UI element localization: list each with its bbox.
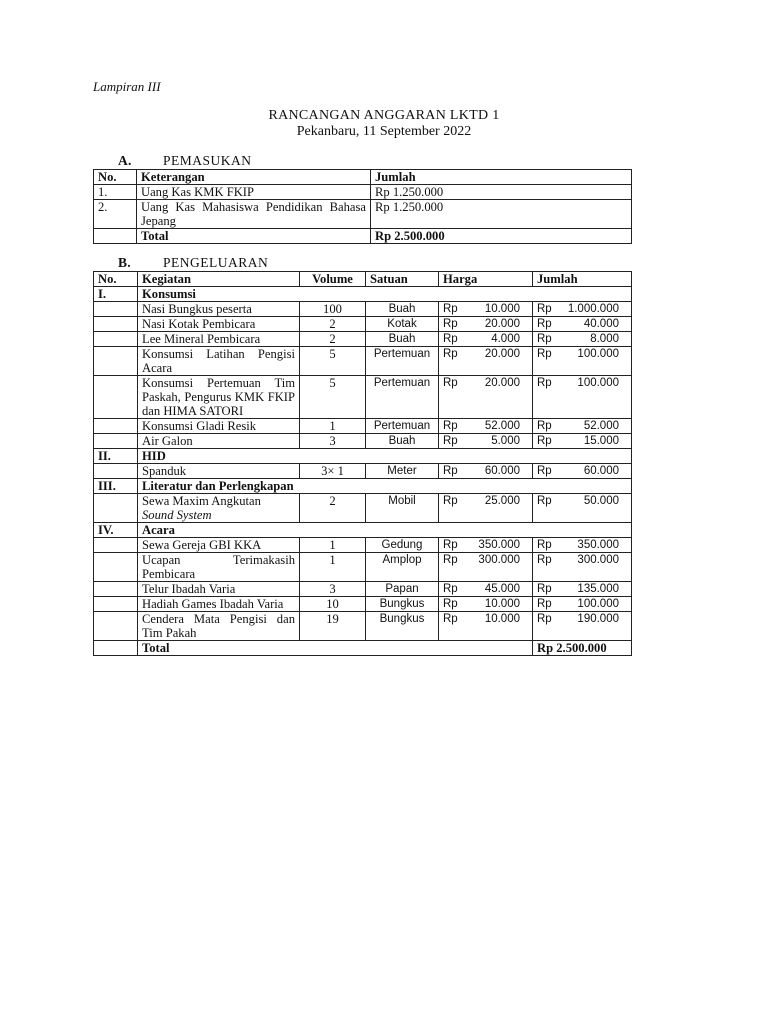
currency-label: Rp <box>443 420 458 432</box>
section-number: III. <box>94 479 138 494</box>
table-row <box>94 464 632 479</box>
item-satuan: Kotak <box>366 317 439 332</box>
jumlah-value: 190.000 <box>577 613 619 625</box>
jumlah-value: 15.000 <box>583 435 619 447</box>
item-kegiatan <box>138 419 300 434</box>
section-row <box>94 449 632 464</box>
table-row <box>94 538 632 553</box>
item-volume: 2 <box>300 317 366 332</box>
item-kegiatan <box>138 464 300 479</box>
section-a-title: PEMASUKAN <box>163 153 252 168</box>
harga-value: 60.000 <box>484 465 520 477</box>
row-jumlah: Rp 1.250.000 <box>371 200 632 229</box>
currency-label: Rp <box>537 318 552 330</box>
item-kegiatan <box>138 538 300 553</box>
currency-label: Rp <box>443 465 458 477</box>
row-no: 2. <box>94 200 137 229</box>
table-row <box>94 582 632 597</box>
currency-label: Rp <box>443 495 458 507</box>
item-volume: 19 <box>300 612 366 641</box>
pemasukan-table <box>93 169 632 244</box>
currency-label: Rp <box>443 435 458 447</box>
item-satuan: Papan <box>366 582 439 597</box>
item-harga <box>439 582 533 597</box>
jumlah-value: 60.000 <box>583 465 619 477</box>
item-harga <box>439 538 533 553</box>
item-harga <box>439 419 533 434</box>
item-satuan: Amplop <box>366 553 439 582</box>
section-row <box>94 479 632 494</box>
item-jumlah <box>533 302 632 317</box>
item-kegiatan <box>138 582 300 597</box>
table-row <box>94 419 632 434</box>
currency-label: Rp <box>443 583 458 595</box>
table-row <box>94 200 632 229</box>
header-no: No. <box>94 272 138 287</box>
item-kegiatan <box>138 347 300 376</box>
harga-value: 25.000 <box>484 495 520 507</box>
item-jumlah <box>533 553 632 582</box>
row-keterangan: Uang Kas KMK FKIP <box>137 185 371 200</box>
item-kegiatan <box>138 434 300 449</box>
currency-label: Rp <box>443 303 458 315</box>
item-volume: 5 <box>300 376 366 419</box>
currency-label: Rp <box>443 539 458 551</box>
item-jumlah <box>533 597 632 612</box>
item-satuan: Gedung <box>366 538 439 553</box>
jumlah-value: 8.000 <box>590 333 619 345</box>
harga-value: 10.000 <box>484 613 520 625</box>
item-jumlah <box>533 317 632 332</box>
currency-label: Rp <box>537 435 552 447</box>
currency-label: Rp <box>443 554 458 566</box>
item-jumlah <box>533 332 632 347</box>
item-jumlah <box>533 419 632 434</box>
item-harga <box>439 597 533 612</box>
jumlah-value: 52.000 <box>583 420 619 432</box>
item-volume: 3× 1 <box>300 464 366 479</box>
table-row <box>94 434 632 449</box>
currency-label: Rp <box>537 613 552 625</box>
item-kegiatan-text: Sewa Maxim Angkutan <box>142 494 261 508</box>
header-jumlah: Jumlah <box>533 272 632 287</box>
item-satuan: Bungkus <box>366 612 439 641</box>
harga-value: 45.000 <box>484 583 520 595</box>
section-b-title: PENGELUARAN <box>163 255 269 270</box>
header-jumlah: Jumlah <box>371 170 632 185</box>
currency-label: Rp <box>443 598 458 610</box>
header-no: No. <box>94 170 137 185</box>
section-b-letter: B. <box>118 255 131 270</box>
harga-value: 20.000 <box>484 348 520 360</box>
item-kegiatan-text: Konsumsi Latihan Pengisi Acara <box>142 347 295 375</box>
section-number: I. <box>94 287 138 302</box>
currency-label: Rp <box>537 348 552 360</box>
item-volume: 1 <box>300 553 366 582</box>
section-row <box>94 287 632 302</box>
harga-value: 350.000 <box>478 539 520 551</box>
item-volume: 5 <box>300 347 366 376</box>
harga-value: 4.000 <box>491 333 520 345</box>
item-jumlah <box>533 612 632 641</box>
table-row <box>94 494 632 523</box>
total-row <box>94 229 632 244</box>
item-kegiatan-text: Nasi Kotak Pembicara <box>142 317 256 331</box>
harga-value: 52.000 <box>484 420 520 432</box>
jumlah-value: 135.000 <box>577 583 619 595</box>
item-jumlah <box>533 538 632 553</box>
currency-label: Rp <box>443 318 458 330</box>
section-name: Konsumsi <box>138 287 632 302</box>
currency-label: Rp <box>537 377 552 389</box>
row-jumlah: Rp 1.250.000 <box>371 185 632 200</box>
item-volume: 3 <box>300 434 366 449</box>
item-harga <box>439 434 533 449</box>
item-harga <box>439 553 533 582</box>
item-jumlah <box>533 582 632 597</box>
item-volume: 1 <box>300 419 366 434</box>
jumlah-value: 100.000 <box>577 598 619 610</box>
header-harga: Harga <box>439 272 533 287</box>
table-row <box>94 317 632 332</box>
harga-value: 10.000 <box>484 598 520 610</box>
harga-value: 20.000 <box>484 318 520 330</box>
item-jumlah <box>533 376 632 419</box>
item-harga <box>439 347 533 376</box>
section-row <box>94 523 632 538</box>
section-a-heading <box>118 153 252 169</box>
item-kegiatan <box>138 332 300 347</box>
currency-label: Rp <box>537 465 552 477</box>
header-volume: Volume <box>300 272 366 287</box>
jumlah-value: 100.000 <box>577 348 619 360</box>
item-kegiatan-text: Lee Mineral Pembicara <box>142 332 261 346</box>
section-number: II. <box>94 449 138 464</box>
item-kegiatan-text: Ucapan Terimakasih Pembicara <box>142 553 295 581</box>
row-keterangan: Uang Kas Mahasiswa Pendidikan Bahasa Jepang <box>137 200 371 229</box>
item-satuan: Meter <box>366 464 439 479</box>
item-satuan: Pertemuan <box>366 347 439 376</box>
total-value: Rp 2.500.000 <box>371 229 632 244</box>
total-value: Rp 2.500.000 <box>533 641 632 656</box>
item-harga <box>439 494 533 523</box>
item-jumlah <box>533 464 632 479</box>
item-kegiatan <box>138 302 300 317</box>
item-satuan: Pertemuan <box>366 376 439 419</box>
section-a-letter: A. <box>118 153 132 168</box>
item-harga <box>439 302 533 317</box>
item-kegiatan <box>138 376 300 419</box>
item-kegiatan <box>138 494 300 523</box>
item-jumlah <box>533 434 632 449</box>
item-kegiatan <box>138 597 300 612</box>
item-kegiatan-text: Spanduk <box>142 464 187 478</box>
item-kegiatan-text: Sewa Gereja GBI KKA <box>142 538 262 552</box>
table-row <box>94 347 632 376</box>
item-satuan: Pertemuan <box>366 419 439 434</box>
item-volume: 100 <box>300 302 366 317</box>
header-keterangan: Keterangan <box>137 170 371 185</box>
item-kegiatan-text: Air Galon <box>142 434 193 448</box>
jumlah-value: 300.000 <box>577 554 619 566</box>
currency-label: Rp <box>537 333 552 345</box>
item-harga <box>439 612 533 641</box>
section-name: HID <box>138 449 632 464</box>
jumlah-value: 40.000 <box>583 318 619 330</box>
currency-label: Rp <box>537 554 552 566</box>
item-kegiatan-text: Nasi Bungkus peserta <box>142 302 252 316</box>
item-satuan: Mobil <box>366 494 439 523</box>
item-volume: 1 <box>300 538 366 553</box>
item-kegiatan-text: Konsumsi Gladi Resik <box>142 419 257 433</box>
section-b-heading <box>118 255 268 271</box>
document-title: RANCANGAN ANGGARAN LKTD 1 <box>268 108 500 123</box>
currency-label: Rp <box>443 333 458 345</box>
document-subtitle: Pekanbaru, 11 September 2022 <box>296 124 472 139</box>
item-harga <box>439 332 533 347</box>
header-kegiatan: Kegiatan <box>138 272 300 287</box>
section-name: Acara <box>138 523 632 538</box>
item-kegiatan-text: Hadiah Games Ibadah Varia <box>142 597 284 611</box>
section-name: Literatur dan Perlengkapan <box>138 479 632 494</box>
item-volume: 2 <box>300 332 366 347</box>
row-no: 1. <box>94 185 137 200</box>
currency-label: Rp <box>537 303 552 315</box>
harga-value: 20.000 <box>484 377 520 389</box>
currency-label: Rp <box>537 583 552 595</box>
item-kegiatan <box>138 612 300 641</box>
table-row <box>94 302 632 317</box>
harga-value: 300.000 <box>478 554 520 566</box>
item-satuan: Bungkus <box>366 597 439 612</box>
item-volume: 3 <box>300 582 366 597</box>
currency-label: Rp <box>537 539 552 551</box>
item-jumlah <box>533 494 632 523</box>
currency-label: Rp <box>537 420 552 432</box>
table-row <box>94 332 632 347</box>
table-row <box>94 376 632 419</box>
total-label: Total <box>138 641 533 656</box>
item-harga <box>439 464 533 479</box>
table-row <box>94 612 632 641</box>
table-row <box>94 597 632 612</box>
table-row <box>94 185 632 200</box>
item-harga <box>439 317 533 332</box>
item-kegiatan-text: Telur Ibadah Varia <box>142 582 236 596</box>
item-volume: 2 <box>300 494 366 523</box>
jumlah-value: 350.000 <box>577 539 619 551</box>
item-volume: 10 <box>300 597 366 612</box>
jumlah-value: 1.000.000 <box>567 303 619 315</box>
harga-value: 5.000 <box>491 435 520 447</box>
currency-label: Rp <box>537 598 552 610</box>
jumlah-value: 100.000 <box>577 377 619 389</box>
currency-label: Rp <box>443 348 458 360</box>
lampiran-label: Lampiran III <box>93 79 161 94</box>
table-header-row <box>94 272 632 287</box>
harga-value: 10.000 <box>484 303 520 315</box>
item-kegiatan-text: Konsumsi Pertemuan Tim Paskah, Pengurus KMK FKIP dan HIMA SATORI <box>142 376 295 418</box>
table-header-row <box>94 170 632 185</box>
item-kegiatan <box>138 553 300 582</box>
item-kegiatan <box>138 317 300 332</box>
section-number: IV. <box>94 523 138 538</box>
item-kegiatan-italic: Sound System <box>142 508 212 522</box>
currency-label: Rp <box>443 613 458 625</box>
total-row <box>94 641 632 656</box>
item-jumlah <box>533 347 632 376</box>
item-satuan: Buah <box>366 434 439 449</box>
total-label: Total <box>137 229 371 244</box>
currency-label: Rp <box>537 495 552 507</box>
header-satuan: Satuan <box>366 272 439 287</box>
table-row <box>94 553 632 582</box>
item-satuan: Buah <box>366 302 439 317</box>
item-harga <box>439 376 533 419</box>
item-satuan: Buah <box>366 332 439 347</box>
currency-label: Rp <box>443 377 458 389</box>
pengeluaran-table <box>93 271 632 656</box>
jumlah-value: 50.000 <box>583 495 619 507</box>
item-kegiatan-text: Cendera Mata Pengisi dan Tim Pakah <box>142 612 295 640</box>
